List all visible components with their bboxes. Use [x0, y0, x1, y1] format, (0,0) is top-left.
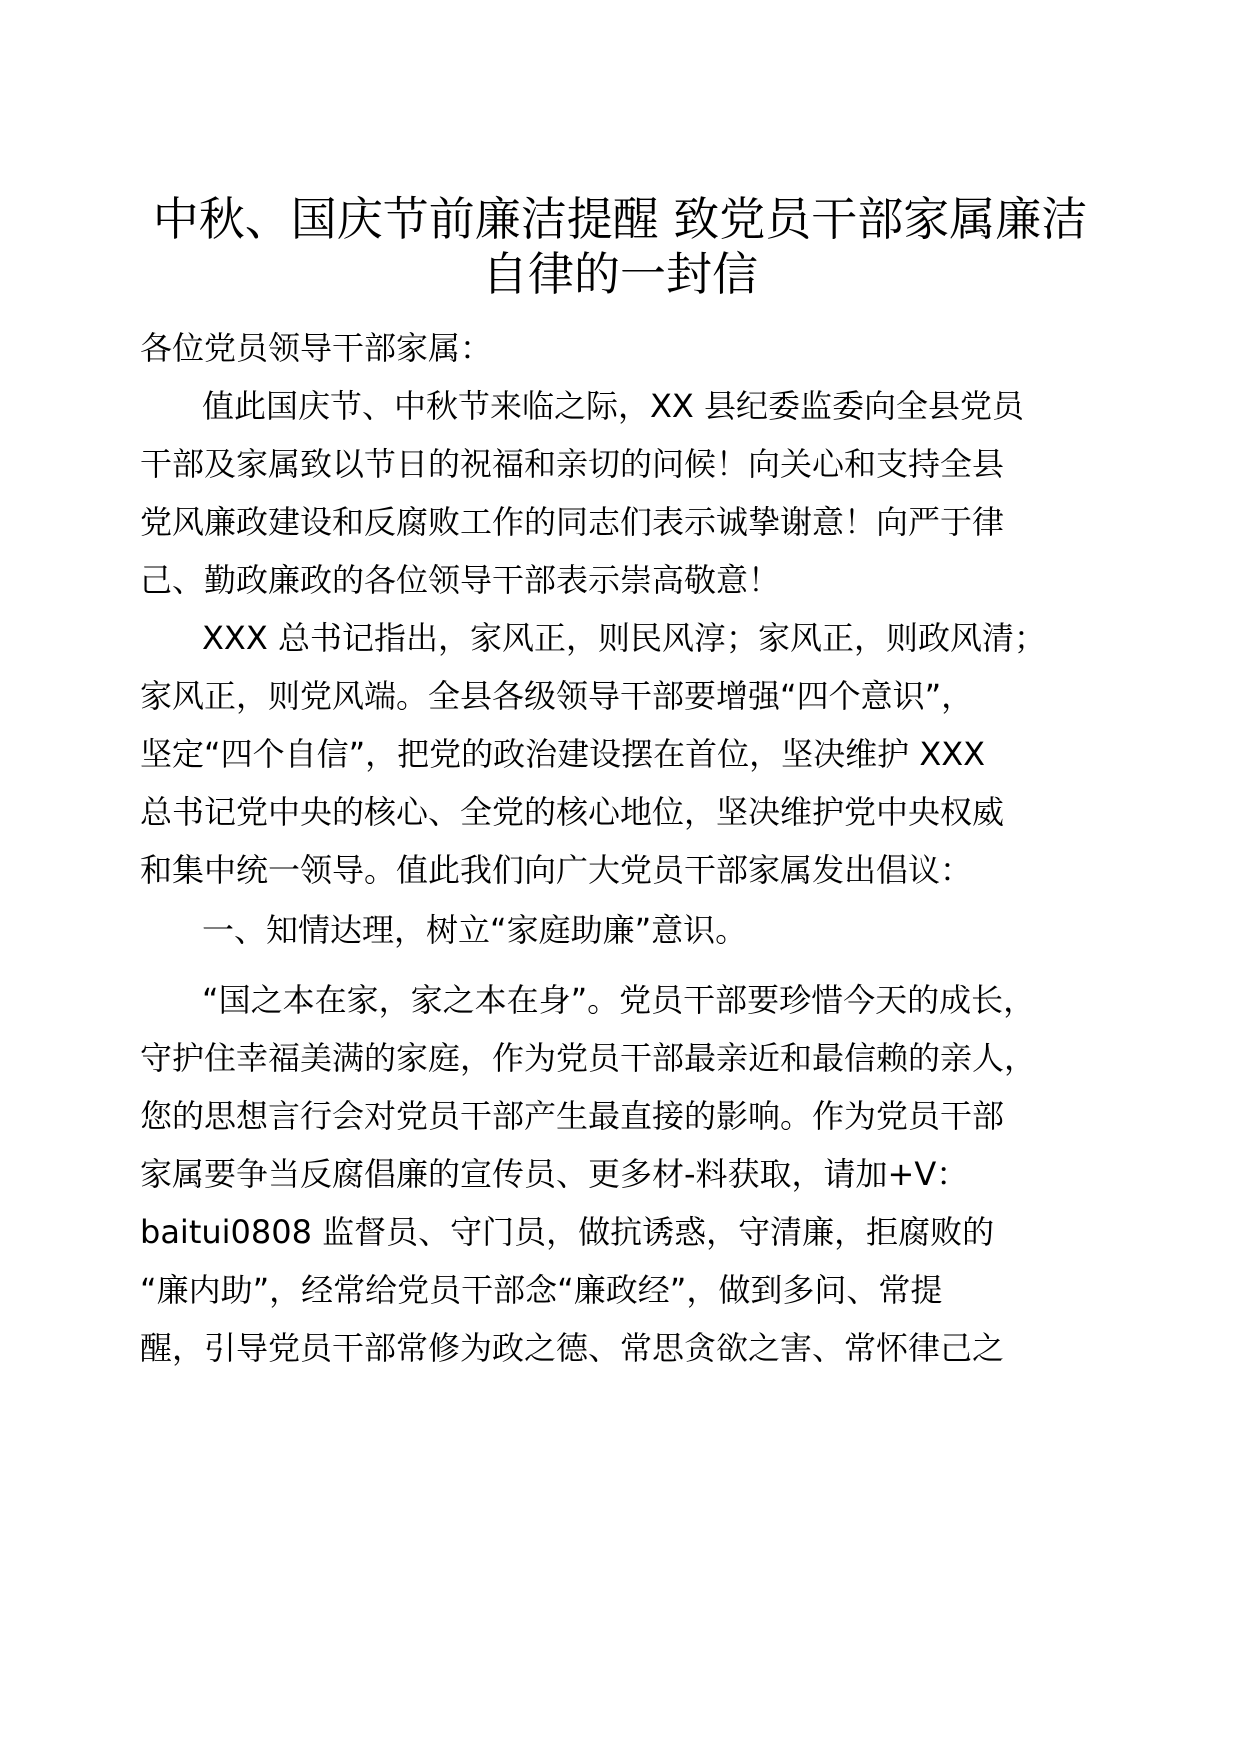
paragraph-1-line-2: 干部及家属致以节日的祝福和亲切的问候！向关心和支持全县 [140, 445, 1005, 483]
paragraph-2-line-2: 家风正，则党风端。全县各级领导干部要增强“四个意识”， [140, 677, 974, 715]
paragraph-3-line-7: 醒，引导党员干部常修为政之德、常思贪欲之害、常怀律己之 [140, 1329, 1005, 1367]
paragraph-1-line-1: 值此国庆节、中秋节来临之际，XX 县纪委监委向全县党员 [202, 387, 1025, 425]
paragraph-3-line-3: 您的思想言行会对党员干部产生最直接的影响。作为党员干部 [140, 1097, 1005, 1135]
paragraph-2-line-5: 和集中统一领导。值此我们向广大党员干部家属发出倡议： [140, 851, 973, 889]
paragraph-2-line-4: 总书记党中央的核心、全党的核心地位，坚决维护党中央权威 [140, 793, 1005, 831]
paragraph-3-line-5: baitui0808 监督员、守门员，做抗诱惑，守清廉，拒腐败的 [140, 1213, 995, 1251]
paragraph-3-line-2: 守护住幸福美满的家庭，作为党员干部最亲近和最信赖的亲人， [140, 1039, 1037, 1077]
document-title-line-2: 自律的一封信 [482, 247, 758, 301]
document-title-line-1: 中秋、国庆节前廉洁提醒 致党员干部家属廉洁 [152, 192, 1088, 246]
paragraph-1-line-4: 己、勤政廉政的各位领导干部表示崇高敬意！ [140, 561, 781, 599]
paragraph-2-line-3: 坚定“四个自信”，把党的政治建设摆在首位，坚决维护 XXX [140, 735, 986, 773]
salutation: 各位党员领导干部家属： [140, 329, 493, 367]
paragraph-1-line-3: 党风廉政建设和反腐败工作的同志们表示诚挚谢意！向严于律 [140, 503, 1005, 541]
paragraph-3-line-1: “国之本在家，家之本在身”。党员干部要珍惜今天的成长， [202, 981, 1036, 1019]
section-heading-1: 一、知情达理，树立“家庭助廉”意识。 [202, 911, 748, 949]
paragraph-2-line-1: XXX 总书记指出，家风正，则民风淳；家风正，则政风清； [202, 619, 1046, 657]
paragraph-3-line-6: “廉内助”，经常给党员干部念“廉政经”，做到多问、常提 [140, 1271, 943, 1309]
paragraph-3-line-4: 家属要争当反腐倡廉的宣传员、更多材-料获取，请加+V： [140, 1155, 969, 1193]
